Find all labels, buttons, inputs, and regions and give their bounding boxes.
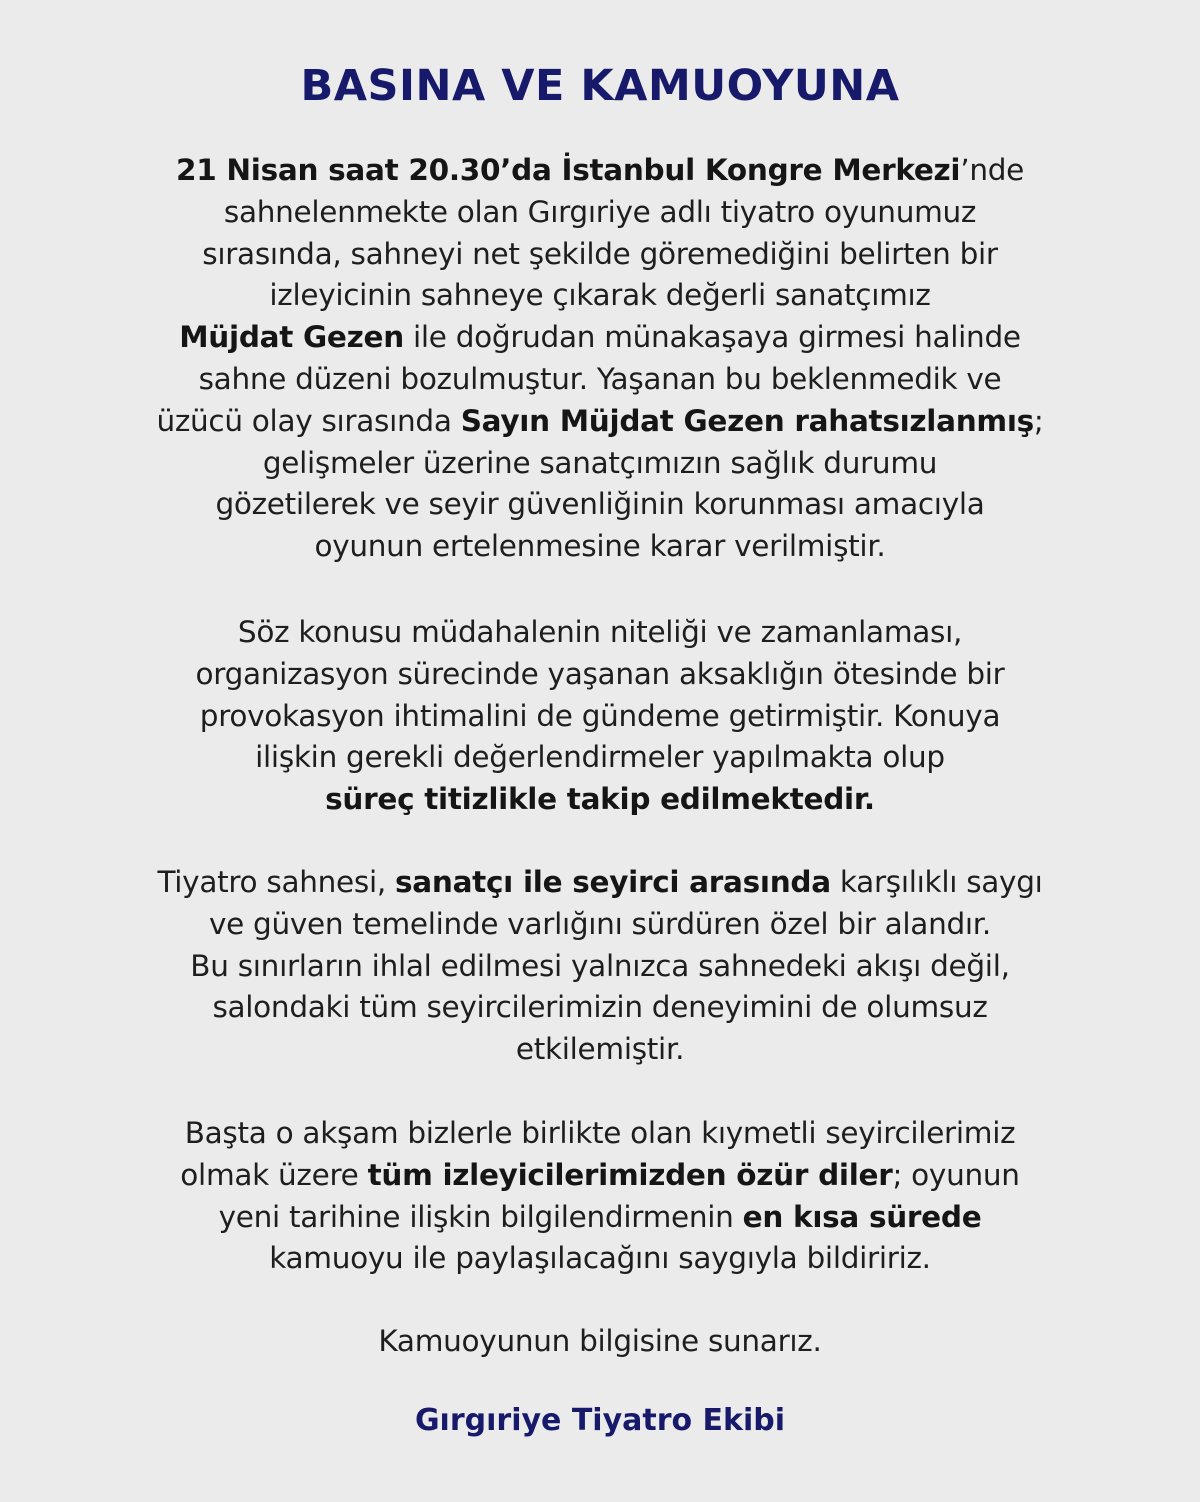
text-line (0, 1197, 1200, 1239)
body-text: Tiyatro sahnesi, (157, 865, 395, 899)
signature: Gırgıriye Tiyatro Ekibi (414, 1403, 786, 1438)
text-line (0, 401, 1200, 443)
text-line (0, 987, 1200, 1029)
body-text: karşılıklı saygı (830, 865, 1043, 899)
body-text: sahnelenmekte olan Gırgıriye adlı tiyatro oyunumuz (223, 194, 977, 229)
text-line (0, 1321, 1200, 1363)
body-text: Söz konusu müdahalenin niteliği ve zamanlaması, (237, 615, 963, 649)
bold-text: en kısa sürede (742, 1199, 982, 1234)
body-text: gözetilerek ve seyir güvenliğinin korunması amacıyla (215, 487, 985, 522)
text-line (0, 359, 1200, 401)
bold-text: tüm izleyicilerimizden özür diler (367, 1157, 893, 1192)
body-text: ; (1033, 403, 1044, 438)
body-text: ; oyunun (892, 1157, 1020, 1192)
bold-text: Sayın Müjdat Gezen rahatsızlanmış (460, 403, 1034, 438)
text-line (0, 317, 1200, 359)
text-line (0, 1029, 1200, 1071)
paragraph-apology (0, 1113, 1200, 1280)
bold-text: Müjdat Gezen (179, 320, 404, 355)
body-text: Kamuoyunun bilgisine sunarız. (378, 1324, 822, 1358)
text-line (0, 526, 1200, 568)
body-text: olmak üzere (180, 1157, 368, 1192)
paragraph-provocation (0, 612, 1200, 821)
text-line (0, 737, 1200, 779)
text-line (0, 1113, 1200, 1155)
text-line (0, 1155, 1200, 1197)
text-line (0, 862, 1200, 904)
body-text: yeni tarihine ilişkin bilgilendirmenin (218, 1199, 743, 1234)
body-text: provokasyon ihtimalini de gündeme getirmiştir. Konuya (199, 698, 1001, 733)
body-text: ve güven temelinde varlığını sürdüren özel bir alandır. (208, 906, 992, 941)
body-text: ile doğrudan münakaşaya girmesi halinde (403, 320, 1021, 355)
body-text: organizasyon sürecinde yaşanan aksaklığın ötesinde bir (195, 656, 1005, 691)
text-line (0, 484, 1200, 526)
body-text: oyunun ertelenmesine karar verilmiştir. (314, 529, 886, 564)
bold-text: sanatçı ile seyirci arasında (395, 865, 831, 899)
text-line (0, 779, 1200, 821)
paragraph-incident (0, 150, 1200, 568)
text-line (0, 904, 1200, 946)
body-text: Bu sınırların ihlal edilmesi yalnızca sahnedeki akışı değil, (190, 948, 1010, 983)
paragraph-theatre-respect (0, 862, 1200, 1071)
body-text: ’nde (960, 153, 1024, 187)
text-line (0, 234, 1200, 276)
body-text: salondaki tüm seyircilerimizin deneyimini de olumsuz (212, 990, 988, 1025)
body-text: üzücü olay sırasında (156, 403, 461, 438)
body-text: Başta o akşam bizlerle birlikte olan kıymetli seyircilerimiz (184, 1116, 1016, 1150)
text-line (0, 192, 1200, 234)
body-text: gelişmeler üzerine sanatçımızın sağlık durumu (262, 445, 938, 480)
body-text: etkilemiştir. (515, 1032, 685, 1067)
body-text: sahne düzeni bozulmuştur. Yaşanan bu beklenmedik ve (198, 361, 1002, 396)
body-text: sırasında, sahneyi net şekilde göremediğini belirten bir (202, 236, 998, 271)
text-line (0, 654, 1200, 696)
paragraph-closing (0, 1321, 1200, 1363)
text-line (0, 946, 1200, 988)
body-text: ilişkin gerekli değerlendirmeler yapılmakta olup (255, 740, 945, 775)
text-line (0, 275, 1200, 317)
body-text: kamuoyu ile paylaşılacağını saygıyla bildiririz. (269, 1241, 931, 1276)
page-title: BASINA VE KAMUOYUNA (300, 61, 900, 111)
bold-text: 21 Nisan saat 20.30’da İstanbul Kongre Merkezi (176, 153, 961, 187)
text-line (0, 150, 1200, 192)
text-line (0, 1238, 1200, 1280)
body-text: izleyicinin sahneye çıkarak değerli sanatçımız (269, 278, 931, 313)
text-line (0, 696, 1200, 738)
bold-text: süreç titizlikle takip edilmektedir. (325, 782, 875, 817)
text-line (0, 612, 1200, 654)
text-line (0, 443, 1200, 485)
